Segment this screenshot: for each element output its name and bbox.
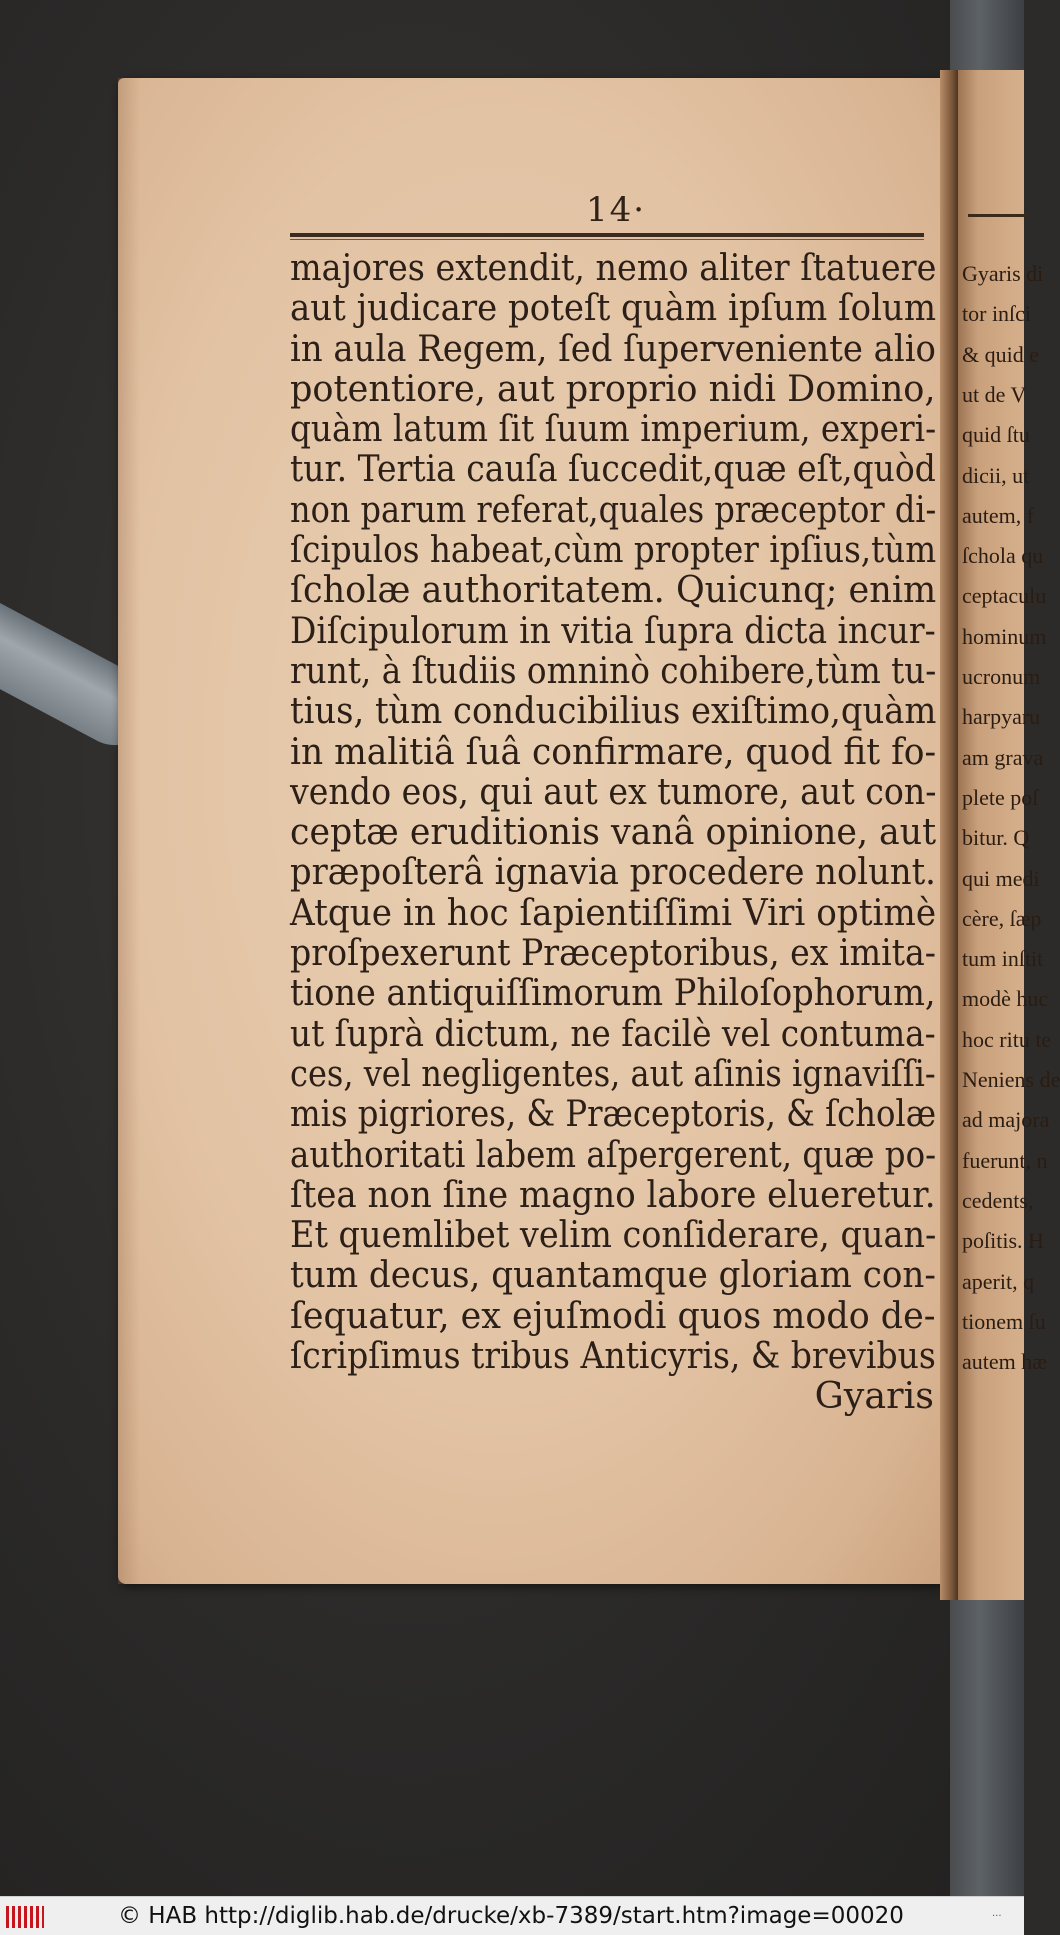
text-line: Atque in hoc ſapientiſſimi Viri optimè <box>290 890 937 934</box>
next-page-line: tum inſtit <box>962 946 1044 972</box>
next-page-line: ucronum <box>962 664 1041 689</box>
footer-dots: ··· <box>992 1911 1002 1922</box>
next-page-line: autem hæ <box>962 1349 1047 1375</box>
next-page-line: tor inſci <box>962 301 1032 327</box>
next-page-rule <box>968 214 1028 217</box>
next-page-line: cedents, <box>962 1187 1034 1213</box>
text-line: ces, vel negligentes, aut aſinis ignaviſſi- <box>290 1051 936 1095</box>
text-line: ſtea non ſine magno labore elueretur. <box>290 1172 936 1216</box>
text-line: authoritati labem aſpergerent, quæ po- <box>290 1132 937 1176</box>
book-gutter <box>940 70 960 1600</box>
text-line: ceptæ eruditionis vanâ opinione, aut <box>290 810 937 854</box>
next-page-line: Gyaris di <box>962 261 1044 286</box>
next-page-line: plete poſ <box>962 784 1039 810</box>
next-page-line: hominum <box>962 623 1047 649</box>
next-page-line: quid ſtu <box>962 422 1030 448</box>
catchword: Gyaris <box>814 1374 934 1418</box>
hab-logo-icon <box>6 1906 44 1928</box>
text-line: ſequatur, ex ejuſmodi quos modo de- <box>290 1293 936 1337</box>
text-line: tur. Tertia cauſa ſuccedit,quæ eſt,quòd <box>290 447 936 491</box>
next-page-line: Neniens de <box>962 1067 1060 1092</box>
text-line: quàm latum ſit ſuum imperium, experi- <box>290 407 937 451</box>
next-page-line: dicii, ut <box>962 462 1030 488</box>
text-line: runt, à ſtudiis omninò cohibere,tùm tu- <box>290 648 937 692</box>
text-line: aut judicare poteſt quàm ipſum ſolum <box>290 286 937 330</box>
text-line: ſcholæ authoritatem. Quicunq; enim <box>290 568 937 612</box>
text-line: majores extendit, nemo aliter ſtatuere <box>290 246 937 289</box>
text-line: vendo eos, qui aut ex tumore, aut con- <box>290 769 937 813</box>
next-page-line: ceptaculu <box>962 583 1047 609</box>
next-page-line: am grava <box>962 744 1044 770</box>
next-page-line: fuerunt, n <box>962 1147 1048 1173</box>
next-page-line: ut de V <box>962 381 1027 407</box>
next-page-line: cère, ſæp <box>962 905 1042 931</box>
next-page-line: modè huc <box>962 986 1049 1012</box>
text-line: Diſcipulorum in vitia ſupra dicta incur- <box>290 608 936 652</box>
copyright-url[interactable]: © HAB http://diglib.hab.de/drucke/xb-7389/start.htm?image=00020 <box>118 1903 904 1929</box>
next-page-line: & quid e <box>962 341 1039 367</box>
next-page-line: hoc ritu te <box>962 1026 1052 1052</box>
next-page-line: aperit, q <box>962 1268 1035 1294</box>
next-page-fragment <box>958 70 1060 1600</box>
header-rule <box>290 233 924 237</box>
next-page-line: harpyaru <box>962 704 1041 730</box>
next-page-line: bitur. Q <box>962 825 1030 851</box>
text-line: ut ſuprà dictum, ne facilè vel contuma- <box>290 1011 936 1055</box>
text-line: tius, tùm conducibilius exiſtimo,quàm <box>290 689 937 733</box>
page-text <box>290 248 940 1417</box>
text-line: tione antiquiſſimorum Philoſophorum, <box>290 971 936 1015</box>
text-line: mis pigriores, & Præceptoris, & ſcholæ <box>290 1092 937 1136</box>
header-rule-thin <box>290 239 924 240</box>
next-page-line: tionem ſu <box>962 1308 1046 1334</box>
text-line: in aula Regem, ſed ſuperveniente alio <box>290 326 936 370</box>
next-page-line: ſchola qu <box>962 543 1044 569</box>
footer-bar <box>0 1896 1024 1935</box>
text-line: in malitiâ ſuâ confirmare, quod fit fo- <box>290 729 937 773</box>
page-number: 14· <box>586 190 647 230</box>
text-line: ſcripſimus tribus Anticyris, & brevibus <box>290 1334 936 1378</box>
text-line: tum decus, quantamque gloriam con- <box>290 1253 936 1297</box>
text-line: Et quemlibet velim conſiderare, quan- <box>290 1213 937 1257</box>
text-line: potentiore, aut proprio nidi Domino, <box>290 366 936 410</box>
text-line: non parum referat,quales præceptor di- <box>290 487 937 531</box>
next-page-line: poſitis. H <box>962 1228 1044 1254</box>
next-page-line: autem, f <box>962 502 1035 528</box>
text-line: ſcipulos habeat,cùm propter ipſius,tùm <box>290 528 937 572</box>
text-line: præpoſterâ ignavia procedere nolunt. <box>290 850 936 894</box>
next-page-line: qui medi <box>962 865 1040 891</box>
page-edge-shadow <box>118 78 140 1584</box>
next-page-line: ad majora <box>962 1107 1050 1133</box>
text-line: proſpexerunt Præceptoribus, ex imita- <box>290 931 936 975</box>
